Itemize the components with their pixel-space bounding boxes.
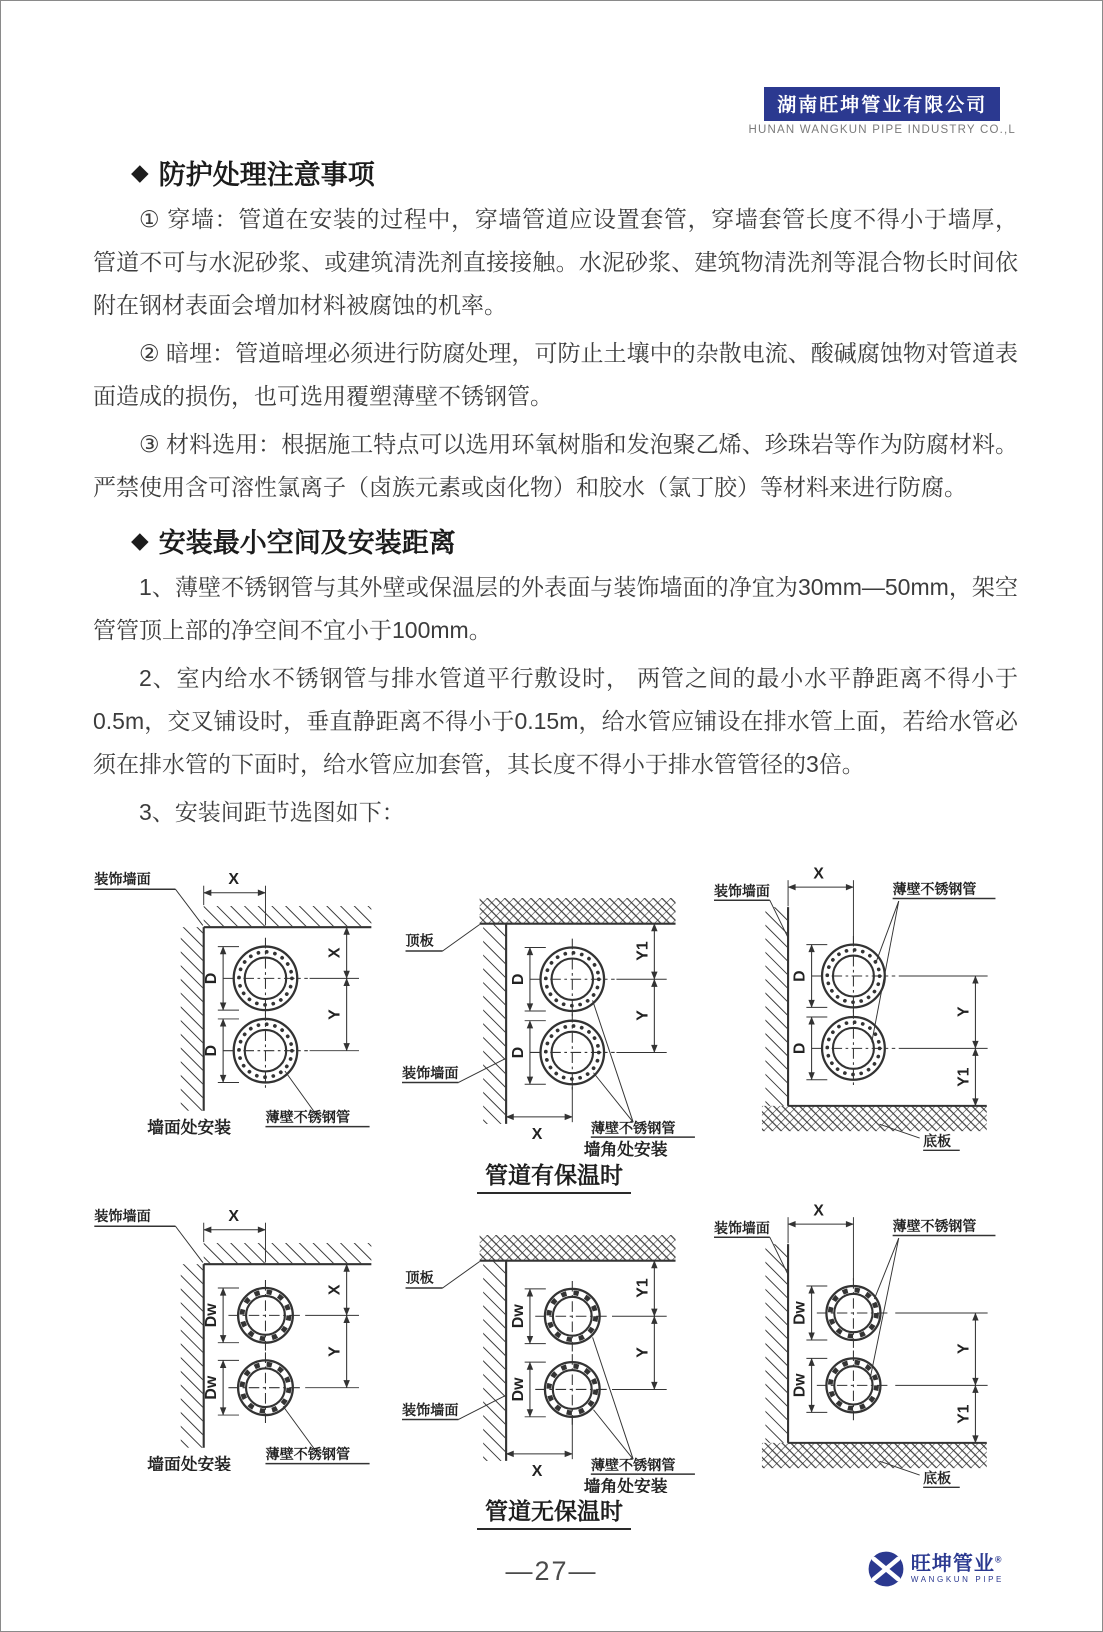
paragraph-anmai: ② 暗埋：管道暗埋必须进行防腐处理，可防止土壤中的杂散电流、酸碱腐蚀物对管道表面造成的损伤，也可选用覆塑薄壁不锈钢管。 [93,340,1018,409]
wall-finish-label: 装饰墙面 [401,1065,458,1082]
wall-hatch [181,1243,372,1448]
svg-text:Dw: Dw [791,1300,809,1325]
logo-en-text: WANGKUN PIPE [910,1575,1004,1584]
installation-diagrams [89,861,1019,1534]
row-title-bare: 管道无保温时 [89,1493,1019,1530]
bottom-plate-label: 底板 [923,1469,952,1486]
paragraph-chuanqiang: ① 穿墙：管道在安装的过程中，穿墙管道应设置套管，穿墙套管长度不得小于墙厚， 管道不可与水泥砂浆、或建筑清洗剂直接接触。水泥砂浆、建筑物清洗剂等混合物长时间依附在钢材表面会增加材料被腐蚀的机率。 [93,206,1018,318]
bottom-plate-hatch [762,1106,987,1131]
wall-hatch [483,924,506,1124]
bottom-plate-hatch [762,1442,987,1467]
section-title-text: 安装最小空间及安装距离 [158,528,456,558]
wangkun-logo-icon [866,1549,906,1589]
caption-corner-install: 墙角处安装 [583,1476,668,1494]
wall-hatch [483,1260,506,1460]
wall-finish-label: 装饰墙面 [714,1219,770,1236]
svg-text:X: X [326,1284,344,1295]
diagram-insulated-wall [89,861,389,1135]
svg-text:Dw: Dw [203,1375,221,1400]
top-plate-label: 顶板 [405,1269,434,1286]
wall-finish-label: 装饰墙面 [714,882,770,899]
dim-xy-right [310,927,359,1051]
svg-text:Y1: Y1 [955,1067,973,1087]
svg-text:X: X [813,865,824,883]
wall-finish-label: 装饰墙面 [401,1401,458,1418]
dim-dw-pipes [792,1286,828,1412]
diagram-insulated-corner [402,861,702,1157]
svg-text:X: X [326,947,344,959]
svg-text:Dw: Dw [791,1373,809,1397]
wall-finish-label: 装饰墙面 [94,1207,151,1224]
caption-corner-install: 墙角处安装 [583,1139,668,1157]
caption-wall-install: 墙面处安装 [147,1117,232,1135]
registered-mark: ® [994,1554,1003,1565]
paragraph-install-1: 1、薄壁不锈钢管与其外壁或保温层的外表面与装饰墙面的净宜为30mm—50mm，架空管管顶上部的净空间不宜小于100mm。 [93,574,1018,643]
paragraph-install-2: 2、室内给水不锈钢管与排水管道平行敷设时， 两管之间的最小水平静距离不得小于0.5m，交叉铺设时，垂直静距离不得小于0.15m，给水管应铺设在排水管上面，若给水管必须在排水管的下面时，给水管应加套管，其长度不得小于排水管管径的3倍。 [93,665,1018,777]
svg-text:X: X [228,870,240,888]
wall-hatch [765,1244,788,1443]
dim-y-right [611,1260,666,1389]
svg-text:Y1: Y1 [955,1404,973,1424]
company-name-en: HUNAN WANGKUN PIPE INDUSTRY CO.,L [748,124,1016,136]
svg-text:X: X [531,1125,542,1143]
diagram-row-bare [89,1198,1019,1494]
section-title-install [131,521,1018,560]
footer-logo: 旺坤管业® WANGKUN PIPE [866,1549,1004,1589]
row-title-insulated: 管道有保温时 [89,1157,1019,1194]
pipe-label: 薄壁不锈钢管 [590,1119,675,1136]
dim-x-top [788,865,853,943]
diagram-bare-wall [89,1198,389,1472]
wall-hatch [765,907,788,1106]
svg-text:Y: Y [955,1343,973,1354]
dim-d-pipes [203,947,239,1083]
paragraph-install-3: 3、安装间距节选图如下： [139,799,405,825]
svg-text:D: D [203,972,221,985]
svg-text:Dw: Dw [509,1377,527,1401]
dim-y-right [895,1313,987,1443]
svg-text:X: X [813,1202,824,1220]
dim-dw-pipes [203,1288,239,1415]
page-header [748,87,1016,136]
top-plate-hatch [479,898,675,924]
svg-text:Y: Y [955,1006,973,1017]
top-plate-label: 顶板 [405,932,434,949]
diagram-bare-corner [402,1198,702,1494]
pipe-label: 薄壁不锈钢管 [590,1456,675,1473]
svg-text:Dw: Dw [203,1303,221,1327]
svg-text:D: D [791,1042,809,1055]
pipe-label: 薄壁不锈钢管 [892,881,977,898]
svg-text:X: X [228,1207,240,1225]
diagram-insulated-floor [714,861,1019,1153]
diamond-icon: ◆ [131,159,149,185]
dim-x-bottom [506,1084,572,1143]
svg-text:Y: Y [326,1345,344,1357]
svg-text:Y: Y [633,1346,651,1358]
wall-finish-label: 装饰墙面 [94,870,151,887]
dim-x-bottom [506,1416,572,1479]
diagram-row-insulated [89,861,1019,1157]
section-title-text: 防护处理注意事项 [158,160,375,190]
pipe-label: 薄壁不锈钢管 [265,1445,351,1462]
svg-text:D: D [203,1044,221,1057]
dim-y-right [899,976,988,1106]
page-number: —27— [505,1556,598,1586]
pipe-label: 薄壁不锈钢管 [892,1217,977,1234]
svg-text:Y1: Y1 [633,941,651,961]
dim-d-pipes [509,947,545,1084]
dim-x-top [788,1202,853,1280]
svg-text:Dw: Dw [509,1303,527,1328]
svg-text:Y1: Y1 [633,1277,651,1298]
caption-wall-install: 墙面处安装 [147,1454,232,1472]
svg-text:X: X [531,1462,542,1480]
bottom-plate-label: 底板 [923,1132,952,1149]
dim-xy-right [305,1264,359,1388]
company-name-cn: 湖南旺坤管业有限公司 [764,87,1000,121]
top-plate-hatch [479,1235,675,1261]
paragraph-cailiao: ③ 材料选用：根据施工特点可以选用环氧树脂和发泡聚乙烯、珍珠岩等作为防腐材料。严禁使用含可溶性氯离子（卤族元素或卤化物）和胶水（氯丁胶）等材料来进行防腐。 [93,431,1018,500]
dim-dw-pipes [509,1288,545,1416]
diamond-icon: ◆ [131,527,149,553]
pipe-label: 薄壁不锈钢管 [265,1109,351,1126]
svg-text:D: D [509,973,527,985]
svg-text:Y: Y [326,1009,344,1020]
section-title-protection [131,153,1018,192]
diagram-bare-floor [714,1198,1019,1490]
dim-y-right [616,924,666,1053]
svg-text:Y: Y [633,1010,651,1021]
dim-d-pipes [792,945,828,1080]
svg-text:D: D [791,970,809,982]
page-content [93,141,1018,839]
svg-text:D: D [509,1046,527,1059]
